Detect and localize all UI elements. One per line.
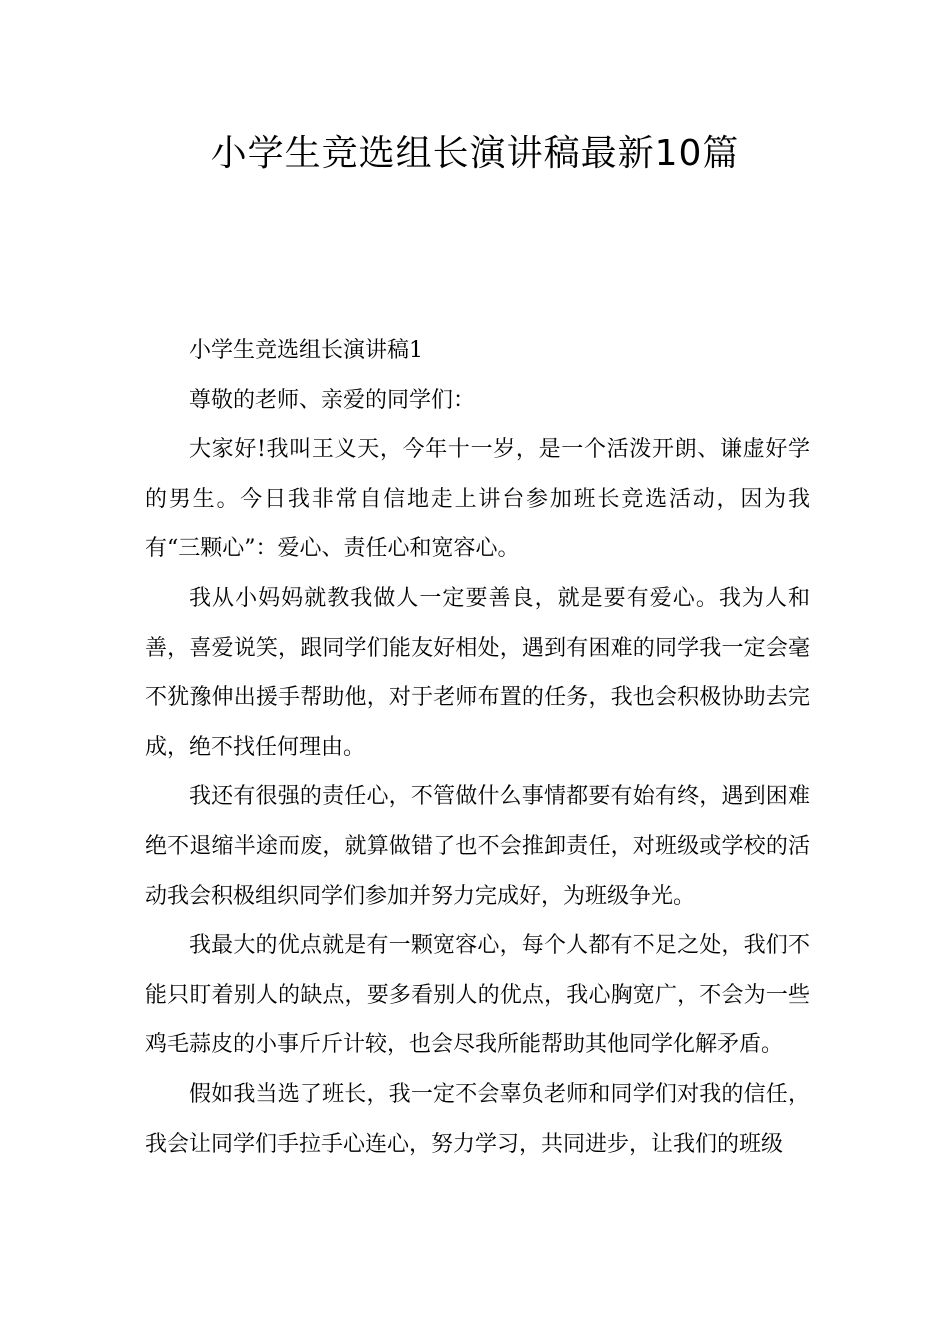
- paragraph: 大家好!我叫王义天，今年十一岁，是一个活泼开朗、谦虚好学的男生。今日我非常自信地走上讲台参加班长竞选活动，因为我有“三颗心”：爱心、责任心和宽容心。: [145, 437, 810, 562]
- paragraph: 我还有很强的责任心，不管做什么事情都要有始有终，遇到困难绝不退缩半途而废，就算做错了也不会推卸责任，对班级或学校的活动我会积极组织同学们参加并努力完成好，为班级争光。: [145, 784, 810, 909]
- document-body: [145, 326, 810, 1169]
- paragraph: 假如我当选了班长，我一定不会辜负老师和同学们对我的信任，我会让同学们手拉手心连心，努力学习，共同进步，让我们的班级: [145, 1081, 810, 1157]
- paragraph: 我最大的优点就是有一颗宽容心，每个人都有不足之处，我们不能只盯着别人的缺点，要多看别人的优点，我心胸宽广，不会为一些鸡毛蒜皮的小事斤斤计较，也会尽我所能帮助其他同学化解矛盾。: [145, 933, 810, 1058]
- paragraph: 我从小妈妈就教我做人一定要善良，就是要有爱心。我为人和善，喜爱说笑，跟同学们能友好相处，遇到有困难的同学我一定会毫不犹豫伸出援手帮助他，对于老师布置的任务，我也会积极协助去完成，绝不找任何理由。: [145, 585, 810, 760]
- section-heading: 小学生竞选组长演讲稿1: [189, 338, 423, 363]
- document-title: 小学生竞选组长演讲稿最新10篇: [210, 133, 740, 174]
- salutation: 尊敬的老师、亲爱的同学们：: [189, 387, 476, 413]
